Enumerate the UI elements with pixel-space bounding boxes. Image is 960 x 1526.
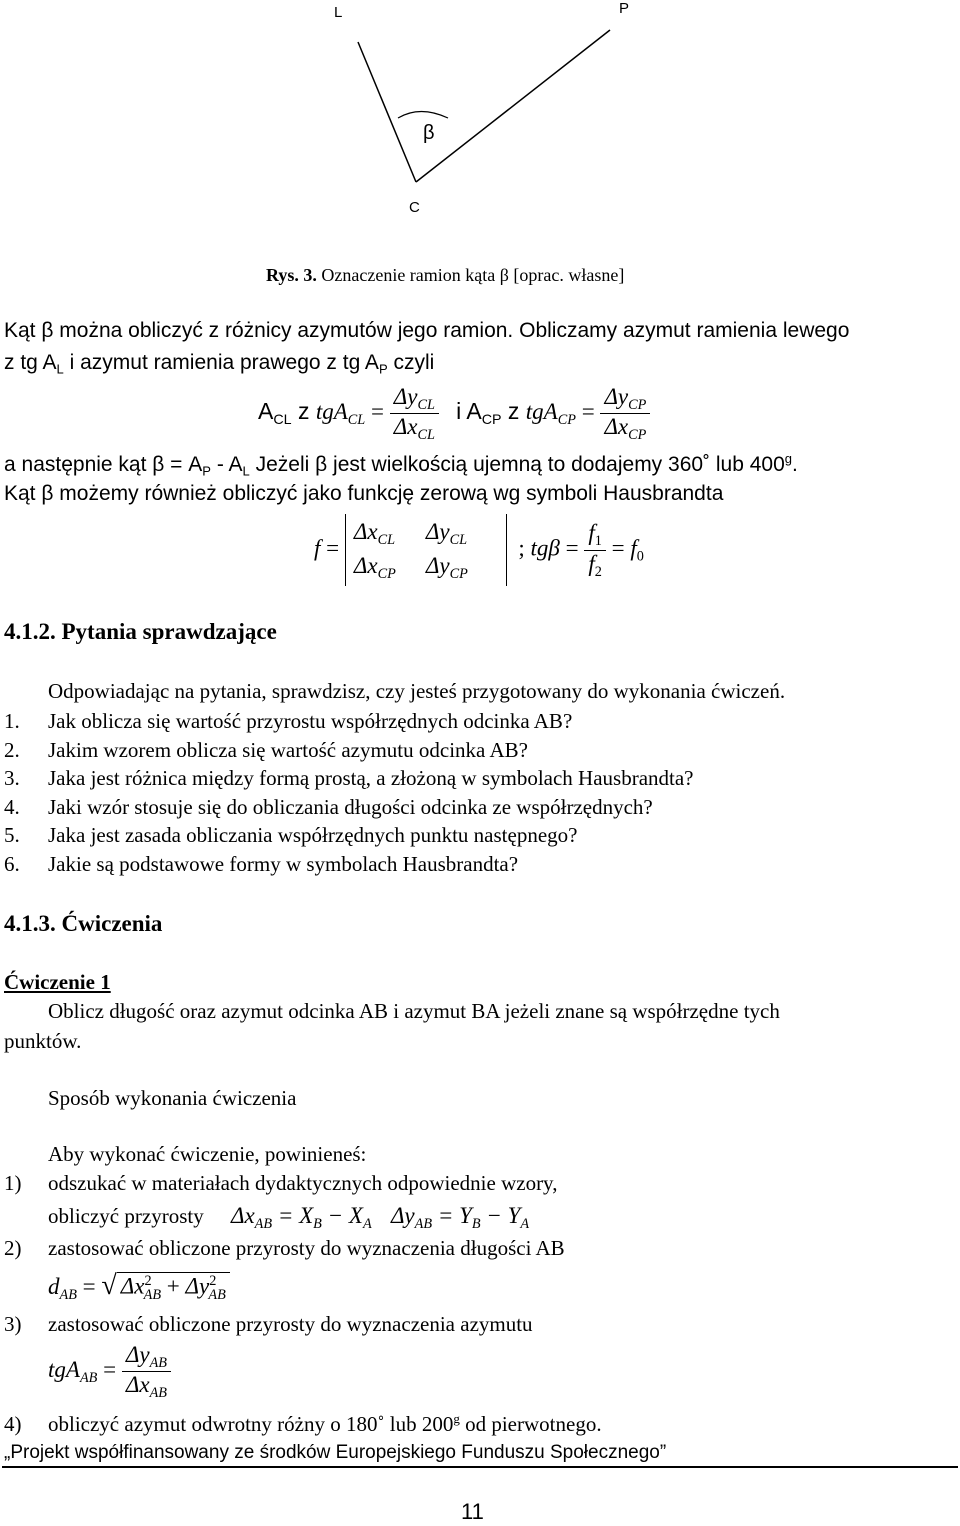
list-item: 1. Jak oblicza się wartość przyrostu współrzędnych odcinka AB? — [4, 709, 573, 733]
formula-delta-y: $\Delta y_{AB} = Y_B - Y_A$ — [390, 1203, 530, 1232]
fraction-cl: $\frac{\Delta y_{CL}}{\Delta x_{CL}}$ — [390, 384, 439, 444]
page-number: 11 — [461, 1499, 484, 1524]
method-title: Sposób wykonania ćwiczenia — [48, 1086, 297, 1110]
steps-intro: Aby wykonać ćwiczenie, powinieneś: — [48, 1142, 367, 1166]
fraction-ab: $\frac{\Delta y_{AB}}{\Delta x_{AB}}$ — [122, 1342, 171, 1402]
list-item: 6. Jakie są podstawowe formy w symbolach Hausbrandta? — [4, 852, 519, 876]
line-angle-difference: a następnie kąt $\beta = A_P - A_L$ Jeżeli β jest wielkością ujemną to dodajemy 360˚ lub 400$^g$. — [4, 451, 798, 479]
list-item: 2. Jakim wzorem oblicza się wartość azymutu odcinka AB? — [4, 738, 528, 762]
section-heading-412: 4.1.2. Pytania sprawdzające — [4, 619, 277, 644]
figure-label-p: P — [619, 0, 630, 17]
fraction-cp: $\frac{\Delta y_{CP}}{\Delta x_{CP}}$ — [600, 384, 650, 444]
step-1: 1) odszukać w materiałach dydaktycznych odpowiednie wzory, — [4, 1171, 558, 1195]
figure-label-l: L — [334, 4, 343, 21]
questions-intro: Odpowiadając na pytania, sprawdzisz, czy jesteś przygotowany do wykonania ćwiczeń. — [48, 679, 786, 703]
formula-azimuth: $A_{CL}$ z tgA$_{CL}$ = $\frac{\Delta y_{CL}}{\Delta x_{CL}}$ i $A_{CP}$ z tgA$_{CP}$ = $\frac{\Delta y_{CP}}{\Delta x_{CP}}$ — [258, 384, 650, 444]
exercise-text-2: punktów. — [4, 1029, 82, 1053]
step-4: 4) obliczyć azymut odwrotny różny o 180˚ lub 200$^g$ od pierwotnego. — [4, 1411, 602, 1436]
angle-diagram — [0, 0, 960, 230]
line-hausbrandt: Kąt β możemy również obliczyć jako funkcję zerową wg symboli Hausbrandta — [4, 482, 724, 505]
fraction-f1-f2: $\frac{f_1}{f_2}$ — [584, 520, 606, 580]
footer-text: „Projekt współfinansowany ze środków Europejskiego Funduszu Społecznego” — [4, 1442, 667, 1463]
intro-line-2: z tg $A_L$ i azymut ramienia prawego z tg $A_P$ czyli — [4, 351, 435, 377]
footer-divider — [2, 1466, 958, 1468]
step-3: 3) zastosować obliczone przyrosty do wyznaczenia azymutu — [4, 1312, 533, 1336]
list-item: 4. Jaki wzór stosuje się do obliczania długości odcinka ze współrzędnych? — [4, 795, 653, 819]
exercise-text-1: Oblicz długość oraz azymut odcinka AB i azymut BA jeżeli znane są współrzędne tych — [48, 999, 780, 1023]
right-arm-line — [416, 30, 610, 182]
formula-azimuth-ab: tgA$_{AB}$ = $\frac{\Delta y_{AB}}{\Delta x_{AB}}$ — [48, 1342, 171, 1402]
intro-line-1: Kąt β można obliczyć z różnicy azymutów jego ramion. Obliczamy azymut ramienia lewego — [4, 319, 850, 342]
left-arm-line — [358, 42, 416, 182]
angle-arc — [398, 112, 448, 119]
formula-distance: $d_{AB}$ = √ $\Delta x^2_{AB} + \Delta y^2_{AB}$ — [48, 1270, 230, 1304]
step-1-increments: obliczyć przyrosty $\Delta x_{AB} = X_B - X_A$ $\Delta y_{AB} = Y_B - Y_A$ — [48, 1203, 530, 1232]
step-2: 2) zastosować obliczone przyrosty do wyznaczenia długości AB — [4, 1236, 565, 1260]
list-item: 3. Jaka jest różnica między formą prostą, a złożoną w symbolach Hausbrandta? — [4, 766, 694, 790]
figure-caption: Rys. 3. Oznaczenie ramion kąta β [oprac. własne] — [266, 265, 625, 285]
formula-hausbrandt: $f = \Delta x_{CL}$ $\Delta y_{CL}$ $\Delta x_{CP}$ $\Delta y_{CP}$ ; tgβ = $\frac{f_1}{f_2}$ = $f_0$ — [314, 514, 644, 586]
determinant: $\Delta x_{CL}$ $\Delta y_{CL}$ $\Delta x_{CP}$ $\Delta y_{CP}$ — [345, 514, 507, 586]
list-item: 5. Jaka jest zasada obliczania współrzędnych punktu następnego? — [4, 823, 578, 847]
section-heading-413: 4.1.3. Ćwiczenia — [4, 911, 163, 936]
exercise-title: Ćwiczenie 1 — [4, 970, 111, 994]
formula-delta-x: $\Delta x_{AB} = X_B - X_A$ — [230, 1203, 372, 1232]
figure-label-c: C — [409, 199, 420, 216]
figure-angle-beta: β — [423, 122, 435, 144]
sqrt-expression: $\Delta x^2_{AB} + \Delta y^2_{AB}$ — [117, 1272, 230, 1304]
